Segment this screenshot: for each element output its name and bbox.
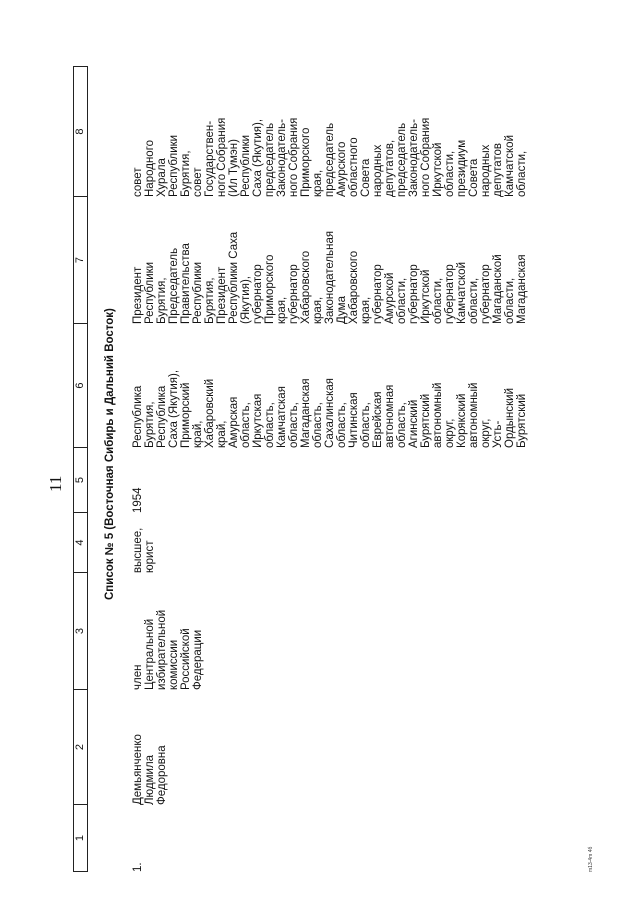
text-line: губернатор <box>444 264 456 324</box>
text-line: Камчатской <box>504 134 516 197</box>
text-line: Республики <box>144 261 156 324</box>
text-line: Бурятский <box>516 393 528 448</box>
text-line: член <box>132 664 144 690</box>
text-line: области, <box>516 150 528 197</box>
text-line: Республика <box>132 385 144 448</box>
text-line: областного <box>348 137 360 197</box>
nominators-list <box>132 231 528 324</box>
text-line: Республики <box>240 134 252 197</box>
text-line: Хурала <box>156 158 168 197</box>
text-line: края, <box>312 169 324 197</box>
text-line: край, <box>192 420 204 448</box>
text-line: Законодательная <box>324 230 336 324</box>
text-line: Хабаровского <box>300 250 312 324</box>
column-number-8: 8 <box>74 67 88 197</box>
text-line: область, <box>288 402 300 448</box>
text-line: Магаданской <box>492 254 504 324</box>
text-line: комиссии <box>168 639 180 690</box>
text-line: Республики <box>192 261 204 324</box>
text-line: округ, <box>444 418 456 448</box>
column-number-7: 7 <box>74 197 88 324</box>
candidate-position <box>132 610 204 690</box>
text-line: Агинский <box>408 399 420 448</box>
text-line: Магаданская <box>300 378 312 448</box>
text-line: Людмила <box>144 754 156 805</box>
text-line: губернатор <box>480 264 492 324</box>
text-line: область, <box>312 402 324 448</box>
text-line: Еврейская <box>372 391 384 448</box>
text-line: Законодатель- <box>408 119 420 197</box>
text-line: Правительства <box>180 243 192 324</box>
column-number-5: 5 <box>74 448 88 513</box>
text-line: председатель <box>264 122 276 197</box>
text-line: депутатов, <box>384 139 396 197</box>
text-line: Бурятия, <box>144 401 156 448</box>
text-line: округ, <box>480 418 492 448</box>
text-line: Амурская <box>228 396 240 448</box>
column-number-6: 6 <box>74 324 88 448</box>
text-line: Приморского <box>264 254 276 324</box>
candidate-name <box>132 734 168 805</box>
text-line: области, <box>468 277 480 324</box>
candidate-education <box>132 528 156 573</box>
text-line: депутатов <box>492 142 504 197</box>
text-line: народных <box>372 144 384 197</box>
text-line: автономный <box>432 382 444 448</box>
bodies-list <box>132 118 528 197</box>
text-line: Российской <box>180 628 192 690</box>
text-line: председатель <box>396 122 408 197</box>
text-line: Саха (Якутия), <box>168 369 180 448</box>
text-line: Приморского <box>300 127 312 197</box>
text-line: председатель <box>324 122 336 197</box>
text-line: области, <box>432 277 444 324</box>
text-line: губернатор <box>372 264 384 324</box>
text-line: Камчатской <box>456 261 468 324</box>
text-line: Хабаровского <box>348 250 360 324</box>
text-line: Ордынский <box>504 387 516 448</box>
text-line: Демьянченко <box>132 734 144 805</box>
text-line: Корякский <box>456 393 468 448</box>
text-line: области, <box>444 150 456 197</box>
text-line: Иркутской <box>432 142 444 197</box>
text-line: избирательной <box>156 609 168 690</box>
text-line: Федоровна <box>156 745 168 805</box>
text-line: совет <box>132 167 144 197</box>
text-line: Председатель <box>168 247 180 324</box>
page-number: 11 <box>46 475 65 492</box>
entry-number: 1. <box>132 862 144 872</box>
text-line: народных <box>480 144 492 197</box>
column-header-row <box>73 66 88 872</box>
text-line: Магаданская <box>516 254 528 324</box>
text-line: Хабаровский <box>204 378 216 448</box>
text-line: края, <box>276 296 288 324</box>
text-line: Президент <box>132 266 144 324</box>
text-line: Республики Саха <box>228 231 240 324</box>
text-line: Бурятия, <box>204 277 216 324</box>
text-line: совет <box>192 167 204 197</box>
text-line: области, <box>396 277 408 324</box>
list-title: Список № 5 (Восточная Сибирь и Дальний Восток) <box>104 308 116 600</box>
text-line: Республики <box>168 134 180 197</box>
text-line: области, <box>504 277 516 324</box>
text-line: Бурятский <box>420 393 432 448</box>
text-line: Иркутская <box>252 393 264 448</box>
text-line: края, <box>312 296 324 324</box>
text-line: Бурятия, <box>180 150 192 197</box>
column-number-4: 4 <box>74 513 88 573</box>
text-line: юрист <box>144 540 156 573</box>
birth-year: 1954 <box>132 487 144 513</box>
text-line: Сахалинская <box>324 378 336 448</box>
text-line: Совета <box>468 158 480 197</box>
column-number-2: 2 <box>74 690 88 805</box>
column-number-3: 3 <box>74 573 88 690</box>
footnote: m13-4m 4б <box>588 846 594 872</box>
text-line: автономный <box>468 382 480 448</box>
text-line: Центральной <box>144 618 156 690</box>
text-line: Приморский <box>180 382 192 448</box>
text-line: ного Собрания <box>420 117 432 197</box>
text-line: губернатор <box>408 264 420 324</box>
text-line: ного Собрания <box>288 117 300 197</box>
text-line: Федерации <box>192 629 204 690</box>
text-line: (Ил Тумэн) <box>228 139 240 197</box>
column-number-1: 1 <box>74 805 88 872</box>
text-line: Совета <box>360 158 372 197</box>
text-line: автономная <box>384 384 396 448</box>
text-line: область, <box>360 402 372 448</box>
text-line: Читинская <box>348 392 360 448</box>
regions-list <box>132 370 528 448</box>
text-line: Камчатская <box>276 386 288 448</box>
text-line: Государствен- <box>204 120 216 197</box>
text-line: Амурской <box>384 272 396 324</box>
text-line: Законодатель- <box>276 119 288 197</box>
text-line: (Якутия), <box>240 276 252 324</box>
text-line: губернатор <box>252 264 264 324</box>
text-line: Президент <box>216 266 228 324</box>
text-line: край, <box>216 420 228 448</box>
text-line: Иркутской <box>420 269 432 324</box>
text-line: Республика <box>156 385 168 448</box>
text-line: ного Собрания <box>216 117 228 197</box>
text-line: Саха (Якутия), <box>252 118 264 197</box>
text-line: высшее, <box>132 527 144 573</box>
text-line: Амурского <box>336 141 348 197</box>
text-line: Бурятия, <box>156 277 168 324</box>
text-line: область, <box>240 402 252 448</box>
text-line: область, <box>396 402 408 448</box>
text-line: область, <box>336 402 348 448</box>
text-line: Дума <box>336 296 348 324</box>
text-line: Народного <box>144 139 156 197</box>
text-line: область, <box>264 402 276 448</box>
text-line: края, <box>360 296 372 324</box>
text-line: президиум <box>456 139 468 197</box>
text-line: Усть- <box>492 420 504 448</box>
text-line: губернатор <box>288 264 300 324</box>
